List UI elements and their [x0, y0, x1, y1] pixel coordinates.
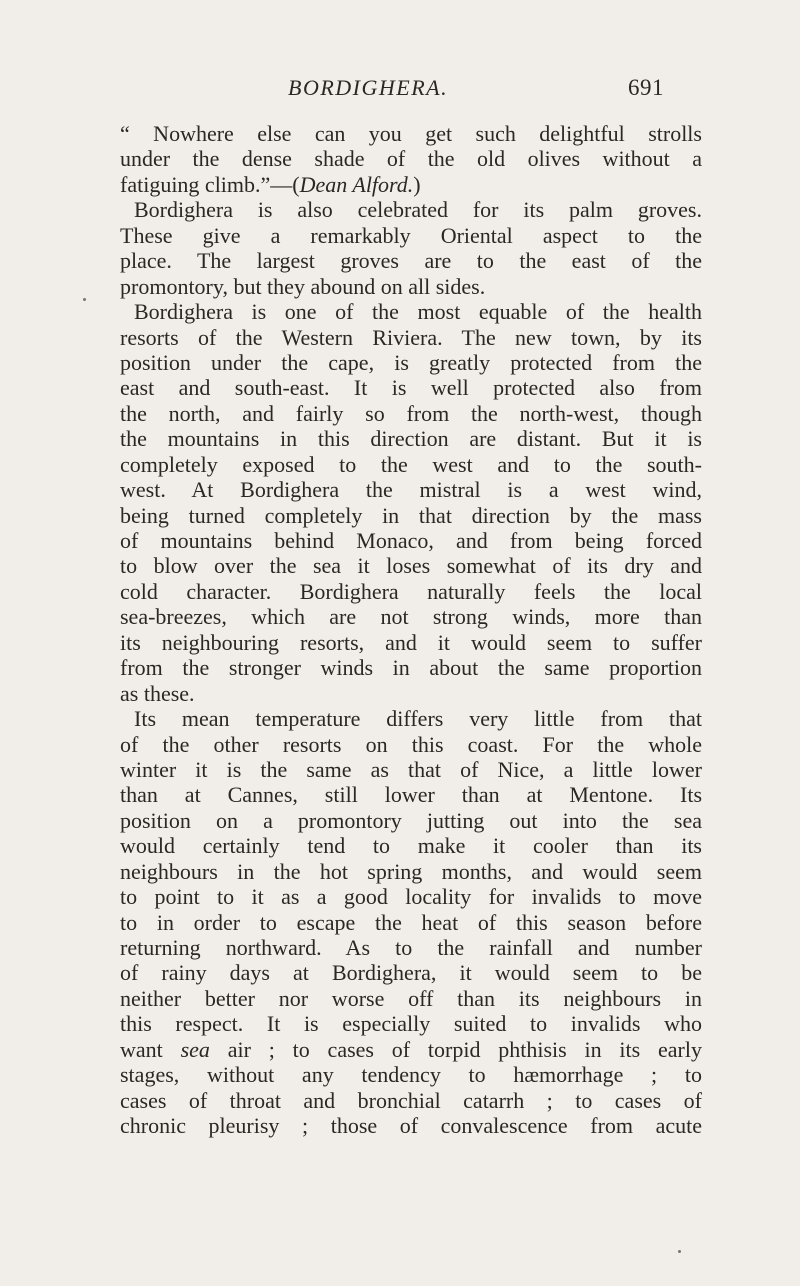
running-head: BORDIGHERA.: [288, 75, 449, 100]
text-line: fatiguing climb.”—(Dean Alford.): [120, 171, 421, 197]
text-line: from the stronger winds in about the same proportion: [120, 655, 702, 681]
text-line: promontory, but they abound on all sides.: [120, 273, 486, 299]
page-header: [0, 71, 800, 105]
text-line: winter it is the same as that of Nice, a little lower: [120, 756, 702, 782]
text-line: chronic pleurisy ; those of convalescence from acute: [120, 1113, 702, 1139]
text-line: returning northward. As to the rainfall and number: [120, 935, 702, 960]
text-line: of the other resorts on this coast. For the whole: [120, 731, 702, 757]
text-line: Bordighera is also celebrated for its palm groves.: [134, 197, 702, 223]
text-line: this respect. It is especially suited to invalids who: [120, 1011, 702, 1037]
text-line: than at Cannes, still lower than at Mentone. Its: [120, 782, 702, 808]
text-line: being turned completely in that direction by the mass: [120, 502, 702, 528]
text-line: position under the cape, is greatly protected from the: [120, 349, 702, 375]
margin-mark: [678, 1250, 681, 1253]
text-line: place. The largest groves are to the east of the: [120, 248, 702, 274]
text-line: under the dense shade of the old olives without a: [120, 146, 702, 172]
text-line: position on a promontory jutting out into the sea: [120, 807, 702, 833]
text-line: the mountains in this direction are distant. But it is: [120, 426, 702, 452]
text-line: sea-breezes, which are not strong winds, more than: [120, 604, 702, 630]
text-line: would certainly tend to make it cooler than its: [120, 833, 702, 859]
text-line: Bordighera is one of the most equable of the health: [134, 299, 702, 325]
text-line: stages, without any tendency to hæmorrhage ; to: [120, 1062, 702, 1088]
text-line: These give a remarkably Oriental aspect to the: [120, 222, 702, 248]
text-line: its neighbouring resorts, and it would seem to suffer: [120, 629, 702, 655]
text-line: the north, and fairly so from the north-west, though: [120, 400, 702, 426]
margin-mark: [83, 298, 86, 301]
text-line: resorts of the Western Riviera. The new town, by its: [120, 324, 702, 350]
body-text: [120, 121, 702, 1139]
text-line: to blow over the sea it loses somewhat of its dry and: [120, 553, 702, 579]
text-line: completely exposed to the west and to the south-: [120, 451, 702, 477]
text-line: to point to it as a good locality for invalids to move: [120, 884, 702, 910]
attribution: Dean Alford.: [299, 171, 414, 197]
text-line: cold character. Bordighera naturally feels the local: [120, 578, 702, 604]
text-line: want sea air ; to cases of torpid phthisis in its early: [120, 1036, 702, 1062]
text-line: “ Nowhere else can you get such delightful strolls: [120, 121, 702, 146]
text-line: west. At Bordighera the mistral is a west wind,: [120, 477, 702, 503]
text-line: of mountains behind Monaco, and from being forced: [120, 528, 702, 553]
text-line: Its mean temperature differs very little from that: [134, 706, 702, 732]
page-number: 691: [628, 75, 664, 100]
text-line: neighbours in the hot spring months, and would seem: [120, 858, 702, 884]
text-line: east and south-east. It is well protected also from: [120, 375, 702, 401]
text-line: of rainy days at Bordighera, it would seem to be: [120, 960, 702, 986]
emphasis: sea: [180, 1036, 210, 1062]
text-line: to in order to escape the heat of this season before: [120, 909, 702, 935]
text-line: neither better nor worse off than its neighbours in: [120, 985, 702, 1011]
text-line: cases of throat and bronchial catarrh ; to cases of: [120, 1087, 702, 1113]
text-line: as these.: [120, 680, 195, 706]
